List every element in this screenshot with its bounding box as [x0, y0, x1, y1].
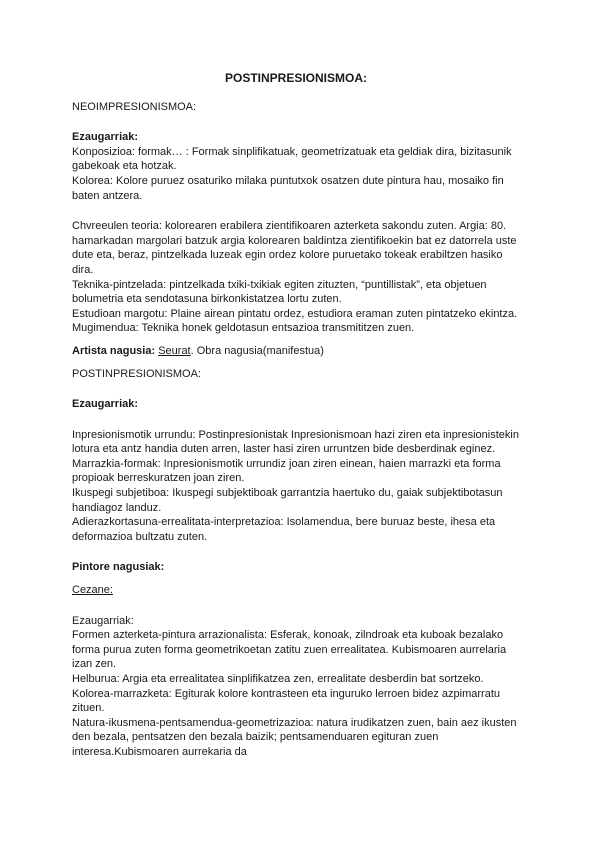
painter-item-goal: Helburua: Argia eta errealitatea sinplifikatzea zen, errealitate desberdin bat sortzeko.: [72, 673, 484, 685]
artist-label: Artista nagusia:: [72, 344, 156, 357]
neo-item-studio: Estudioan margotu: Plaine airean pintatu ordez, estudiora eraman zuten pintatzeko ekintza.: [72, 307, 518, 320]
artist-suffix: . Obra nagusia(manifestua): [190, 344, 324, 357]
neo-heading: NEOIMPRESIONISMOA:: [72, 100, 197, 113]
post-features-heading: Ezaugarriak:: [72, 398, 139, 411]
neo-features-heading: Ezaugarriak:: [72, 131, 139, 144]
document-content: [72, 71, 524, 760]
post-item-expression: Adierazkortasuna-errealitata-interpretazioa: Isolamendua, bere buruaz beste, ihesa eta deformazioa bultzatu zuten.: [72, 516, 496, 543]
artist-link-seurat[interactable]: Seurat: [158, 344, 191, 357]
neo-artist-line: [72, 344, 524, 359]
post-item-subjective: Ikuspegi subjetiboa: Ikuspegi subjektiboak garrantzia haertuko du, gaiak subjektibotasun handiagoz landuz.: [72, 487, 503, 514]
neo-item-theory: Chvreeulen teoria: kolorearen erabilera zientifikoaren azterketa sakondu zuten. Argia: 80. hamarkadan margolari batzuk argia kolorearen baldintza zientifikoekin bat ez datorrela uste dute eta, beraz, pintzelkada luzeak egin ordez kolore puruetako tokeak erabiltzen hasiko dira.: [72, 220, 517, 276]
post-item-drawing: Marrazkia-formak: Inpresionismotik urrundiz joan ziren einean, haien marrazki eta forma propioak berreskuratzen joan ziren.: [72, 457, 501, 485]
neo-item-color: Kolorea: Kolore puruez osaturiko milaka puntutxok osatzen dute pintura hau, mosaiko fin baten antzera.: [72, 174, 504, 202]
painters-heading: Pintore nagusiak:: [72, 561, 165, 574]
painter-features-heading: Ezaugarriak:: [72, 614, 134, 627]
post-heading: POSTINPRESIONISMOA:: [72, 367, 201, 380]
neo-item-movement: Mugimendua: Teknika honek geldotasun entsazioa transmititzen zuen.: [72, 322, 415, 335]
neo-item-technique: Teknika-pintzelada: pintzelkada txiki-txikiak egiten zituzten, “puntillistak”, eta objetuen bolumetria eta sendotasuna birkonkistatzea lortu zuten.: [72, 278, 487, 306]
post-item-distance: Inpresionismotik urrundu: Postinpresionistak Inpresionismoan hazi ziren eta inpresionistekin lotura eta antz handia duten arren, laster hasi ziren urruntzen bide desberdinak eginez.: [72, 428, 519, 456]
painter-item-forms: Formen azterketa-pintura arrazionalista: Esferak, konoak, zilndroak eta kuboak bezalako forma purua zuten forma geometrikoetan zatitu zuen errealitatea. Kubismoaren aurrelaria izan zen.: [72, 629, 507, 671]
painter-name-cezane: Cezane:: [72, 584, 113, 597]
neo-item-composition: Konposizioa: formak… : Formak sinplifikatuak, geometrizatuak eta geldiak dira, bizitasunik gabekoak eta hotzak.: [72, 145, 512, 173]
painter-item-nature: Natura-ikusmena-pentsamendua-geometrizazioa: natura irudikatzen zuen, bain aez ikusten den bezala, pentsatzen den bezala baizik; pentsamenduaren egituran zuen interesa.Kubismoaren aurrekaria da: [72, 716, 517, 758]
painter-item-color: Kolorea-marrazketa: Egiturak kolore kontrasteen eta inguruko lerroen bidez azpimarratu zituen.: [72, 687, 500, 715]
page-title: POSTINPRESIONISMOA:: [224, 71, 367, 85]
